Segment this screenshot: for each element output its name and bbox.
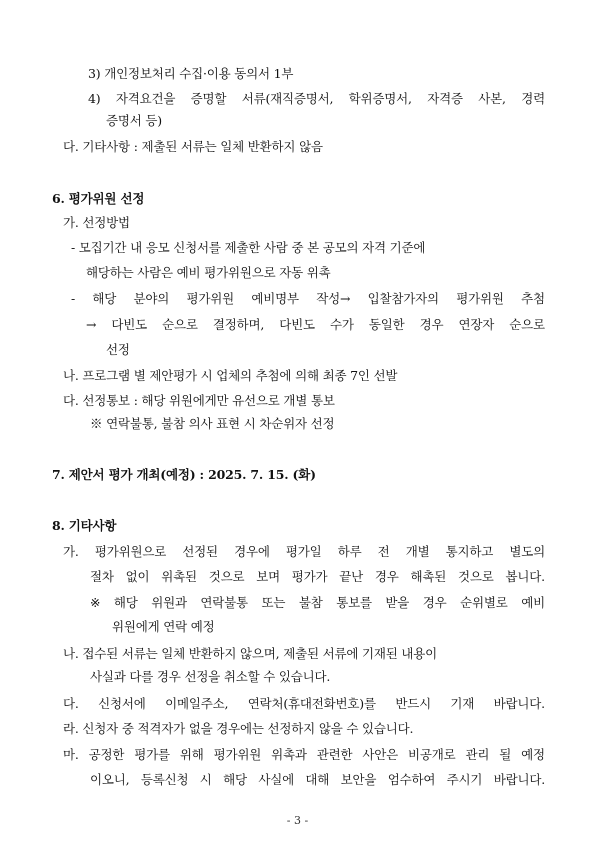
word: 사본, (478, 91, 506, 106)
word: 평가를 (134, 747, 170, 762)
word: 마. (63, 747, 79, 762)
s8-ma (63, 746, 545, 764)
word: 평가일 (285, 544, 322, 559)
word: 선정된 (182, 544, 218, 559)
word: 해당 (92, 291, 117, 306)
word: 다. (63, 696, 79, 711)
s6-na: 나. 프로그램 별 제안평가 시 업체의 추첨에 의해 최종 7인 선발 (63, 368, 398, 383)
s8-ga (63, 543, 545, 561)
word: 통보를 (336, 595, 372, 610)
item-3: 3) 개인정보처리 수집·이용 동의서 1부 (88, 66, 294, 81)
word: 서류(재직증명서, (241, 91, 334, 106)
s8-ga-cont (90, 568, 545, 586)
word: 공정한 (88, 747, 125, 762)
word: 개별 (405, 544, 430, 559)
s8-ra: 라. 신청자 중 적격자가 없을 경우에는 선정하지 않을 수 있습니다. (63, 721, 414, 736)
word: 통지하고 (445, 544, 494, 559)
word: 경우 (374, 569, 399, 584)
word: 분야의 (133, 291, 170, 306)
word: 작성→ (316, 291, 351, 306)
word: 다빈도 (279, 317, 315, 332)
s6-bullet-1: - 모집기간 내 응모 신청서를 제출한 사람 중 본 공모의 자격 기준에 (71, 240, 426, 255)
word: 학위증명서, (348, 91, 412, 106)
word: 평가위원 (186, 291, 235, 306)
s6-bullet-2-cont-2: 선정 (106, 342, 130, 357)
word: 연락불통 (200, 595, 248, 610)
word: 관리 (465, 747, 490, 762)
item-4 (88, 90, 545, 108)
word: 추첨 (521, 291, 545, 306)
s8-na: 나. 접수된 서류는 일체 반환하지 않으며, 제출된 서류에 기재된 내용이 (63, 646, 438, 661)
word: 바랍니다. (493, 772, 545, 787)
word: 자격요건을 (115, 91, 176, 106)
s6-note: ※ 연락불통, 불참 의사 표현 시 차순위자 선정 (90, 416, 335, 431)
section-7-heading: 7. 제안서 평가 개최(예정) : 2025. 7. 15. (화) (52, 467, 316, 482)
word: 가. (63, 544, 79, 559)
word: 해당 (113, 595, 138, 610)
word: 될 (499, 747, 512, 762)
s6-bullet-2 (71, 290, 545, 308)
word: 관련한 (316, 747, 353, 762)
s6-bullet-1-cont: 해당하는 사람은 예비 평가위원으로 자동 위촉 (86, 265, 331, 280)
word: 이오니, (90, 772, 130, 787)
section-6-heading: 6. 평가위원 선정 (52, 191, 145, 206)
word: 보며 (256, 569, 280, 584)
word: 연장자 (458, 317, 495, 332)
word: 수가 (330, 317, 354, 332)
word: 예정 (521, 747, 545, 762)
word: 등록신청 (140, 772, 189, 787)
word: 결정하며, (212, 317, 265, 332)
word: ※ (90, 595, 101, 610)
word: → (86, 317, 97, 332)
word: 것으로 (457, 569, 494, 584)
word: 이메일주소, (165, 696, 229, 711)
item-4-cont: 증명서 등) (106, 113, 162, 128)
word: 기재 (450, 696, 475, 711)
word: 위원과 (151, 595, 187, 610)
word: 절차 (90, 569, 114, 584)
s8-note-cont: 위원에게 연락 예정 (112, 619, 215, 634)
word: 경우에 (234, 544, 270, 559)
word: 하루 (337, 544, 362, 559)
word: 보안을 (340, 772, 377, 787)
section-8-heading: 8. 기타사항 (52, 518, 117, 533)
word: 해당 (223, 772, 247, 787)
word: 별도의 (509, 544, 545, 559)
s6-da: 다. 선정통보 : 해당 위원에게만 유선으로 개별 통보 (63, 393, 335, 408)
s6-ga: 가. 선정방법 (63, 215, 130, 230)
s6-bullet-2-cont (86, 316, 545, 334)
word: 평가위원 (456, 291, 504, 306)
word: 비공개로 (408, 747, 456, 762)
word: 예비 (521, 595, 545, 610)
word: 것으로 (208, 569, 245, 584)
s8-da (63, 695, 545, 713)
word: 경우 (422, 595, 447, 610)
word: 시 (199, 772, 212, 787)
s8-na-cont: 사실과 다를 경우 선정을 취소할 수 있습니다. (90, 669, 331, 684)
word: 반드시 (395, 696, 431, 711)
word: 순으로 (162, 317, 198, 332)
word: - (71, 291, 76, 306)
word: 자격증 (427, 91, 463, 106)
word: 순으로 (509, 317, 545, 332)
word: 평가가 (291, 569, 328, 584)
word: 봅니다. (505, 569, 545, 584)
word: 연락처(휴대전화번호)를 (247, 696, 376, 711)
word: 끝난 (339, 569, 364, 584)
word: 신청서에 (98, 696, 146, 711)
word: 예비명부 (251, 291, 299, 306)
word: 경우 (419, 317, 444, 332)
word: 없이 (125, 569, 150, 584)
word: 증명할 (190, 91, 227, 106)
word: 위촉과 (271, 747, 307, 762)
word: 다빈도 (111, 317, 148, 332)
word: 사안은 (362, 747, 399, 762)
word: 대해 (305, 772, 330, 787)
word: 사실에 (258, 772, 294, 787)
word: 또는 (261, 595, 286, 610)
word: 주시기 (446, 772, 483, 787)
word: 바랍니다. (493, 696, 545, 711)
word: 입찰참가자의 (367, 291, 439, 306)
word: 위촉된 (161, 569, 197, 584)
word: 해촉된 (410, 569, 447, 584)
word: 경력 (521, 91, 545, 106)
word: 받을 (385, 595, 410, 610)
word: 평가위원 (213, 747, 262, 762)
word: 평가위원으로 (94, 544, 167, 559)
page-number: - 3 - (286, 814, 309, 827)
word: 엄수하여 (387, 772, 436, 787)
item-da-misc: 다. 기타사항 : 제출된 서류는 일체 반환하지 않음 (63, 139, 323, 154)
s8-note (90, 594, 545, 612)
word: 전 (377, 544, 390, 559)
word: 동일한 (368, 317, 405, 332)
word: 불참 (298, 595, 323, 610)
word: 순위별로 (460, 595, 508, 610)
word: 위해 (179, 747, 204, 762)
word: 4) (88, 91, 101, 106)
s8-ma-cont (90, 771, 545, 789)
